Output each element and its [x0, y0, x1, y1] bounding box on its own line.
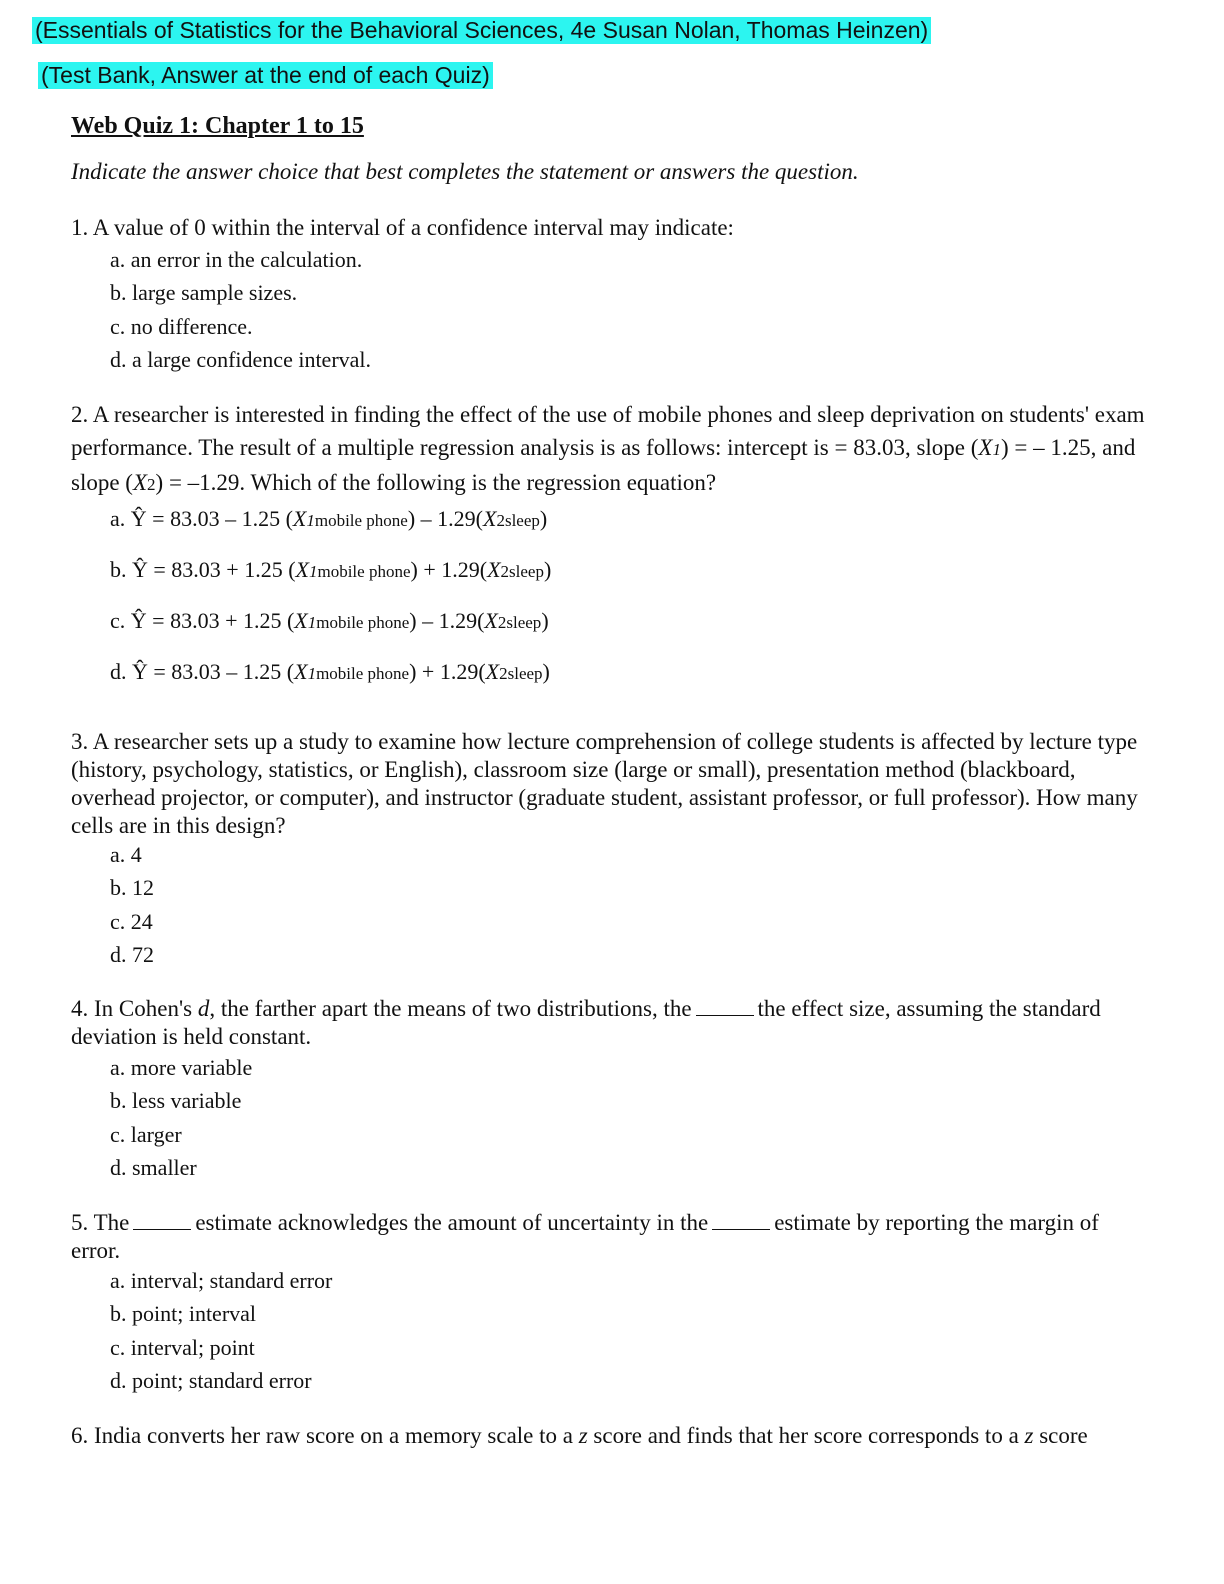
question-1-choice-b: b. large sample sizes.	[110, 280, 298, 306]
question-1-stem: 1. A value of 0 within the interval of a confidence interval may indicate:	[71, 215, 734, 240]
quiz-title: Web Quiz 1: Chapter 1 to 15	[71, 113, 364, 139]
question-3-choice-c: c. 24	[110, 908, 153, 934]
question-5-choices	[110, 1264, 332, 1398]
question-4-choice-a: a. more variable	[110, 1055, 253, 1080]
question-3-choice-a: a. 4	[110, 842, 142, 867]
question-1-choice-d: d. a large confidence interval.	[110, 347, 372, 373]
highlighted-book-title: (Essentials of Statistics for the Behavioral Sciences, 4e Susan Nolan, Thomas Heinzen)	[32, 17, 931, 44]
question-4-choice-d: d. smaller	[110, 1155, 197, 1181]
quiz-instructions: Indicate the answer choice that best completes the statement or answers the question.	[71, 159, 859, 184]
question-5-choice-a: a. interval; standard error	[110, 1268, 333, 1293]
question-4-choice-c: c. larger	[110, 1121, 182, 1147]
fill-in-blank	[133, 1215, 191, 1230]
question-2-choices	[110, 502, 551, 706]
question-5-stem: 5. The estimate acknowledges the amount of uncertainty in the estimate by reporting the margin of error.	[71, 1210, 1099, 1263]
question-2-choice-b: b. Ŷ = 83.03 + 1.25 (X1mobile phone) + 1.29(X2sleep)	[110, 557, 552, 582]
question-1-choices	[110, 243, 371, 377]
question-2-choice-a: a. Ŷ = 83.03 – 1.25 (X1mobile phone) – 1.29(X2sleep)	[110, 506, 548, 531]
fill-in-blank	[712, 1215, 770, 1230]
question-2-choice-d: d. Ŷ = 83.03 – 1.25 (X1mobile phone) + 1.29(X2sleep)	[110, 659, 550, 684]
question-4-stem: 4. In Cohen's d, the farther apart the means of two distributions, the the effect size, assuming the standard deviation is held constant.	[71, 996, 1101, 1049]
question-5-choice-b: b. point; interval	[110, 1301, 257, 1327]
question-2-stem: 2. A researcher is interested in finding the effect of the use of mobile phones and sleep deprivation on students' exam performance. The result of a multiple regression analysis is as follows: intercept is = 83.03, slope (X1) = – 1.25, and slope (X2) = –1.29. Which of the following is the regression equation?	[71, 402, 1145, 495]
question-4-choices	[110, 1051, 252, 1185]
question-3-choice-d: d. 72	[110, 942, 154, 968]
question-2-choice-c: c. Ŷ = 83.03 + 1.25 (X1mobile phone) – 1.29(X2sleep)	[110, 608, 549, 633]
fill-in-blank	[696, 1001, 754, 1016]
question-1-choice-c: c. no difference.	[110, 313, 253, 339]
question-3-stem: 3. A researcher sets up a study to examine how lecture comprehension of college students is affected by lecture type (history, psychology, statistics, or English), classroom size (large or small), presentation method (blackboard, overhead projector, or computer), and instructor (graduate student, assistant professor, or full professor). How many cells are in this design?	[71, 729, 1138, 838]
question-6-stem: 6. India converts her raw score on a memory scale to a z score and finds that her score corresponds to a z score	[71, 1423, 1088, 1448]
question-4-choice-b: b. less variable	[110, 1088, 242, 1114]
highlighted-test-bank-note: (Test Bank, Answer at the end of each Quiz)	[38, 62, 493, 89]
question-1-choice-a: a. an error in the calculation.	[110, 247, 363, 272]
question-3-choice-b: b. 12	[110, 875, 154, 901]
question-5-choice-d: d. point; standard error	[110, 1368, 312, 1394]
question-5-choice-c: c. interval; point	[110, 1334, 255, 1360]
question-3-choices	[110, 838, 154, 972]
